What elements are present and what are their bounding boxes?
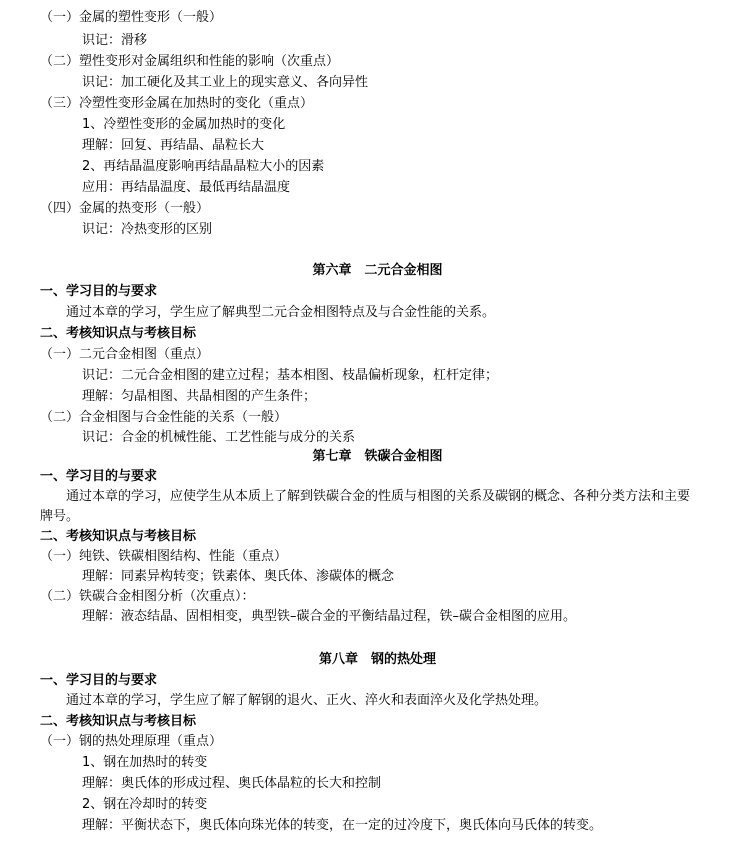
section-heading: 一、学习目的与要求 <box>40 284 158 299</box>
list-item: 1、冷塑性变形的金属加热时的变化 <box>82 117 286 132</box>
list-item: 理解：同素异构转变；铁素体、奥氏体、渗碳体的概念 <box>82 569 395 584</box>
section-heading: 一、学习目的与要求 <box>40 469 158 484</box>
list-item: 识记：合金的机械性能、工艺性能与成分的关系 <box>82 430 356 445</box>
list-item: 识记：滑移 <box>82 33 148 48</box>
list-item: 识记：二元合金相图的建立过程；基本相图、枝晶偏析现象，杠杆定律； <box>82 368 499 383</box>
paragraph: 通过本章的学习，应使学生从本质上了解到铁碳合金的性质与相图的关系及碳钢的概念、各种分类方法和主要 <box>66 489 691 504</box>
list-item: （二）合金相图与合金性能的关系（一般） <box>40 410 288 425</box>
list-item: 1、钢在加热时的转变 <box>82 755 208 770</box>
list-item: 理解：平衡状态下，奥氏体向珠光体的转变，在一定的过冷度下，奥氏体向马氏体的转变。 <box>82 818 603 833</box>
list-item: 识记：加工硬化及其工业上的现实意义、各向异性 <box>82 75 369 90</box>
section-heading: 二、考核知识点与考核目标 <box>40 714 197 729</box>
section-heading: 一、学习目的与要求 <box>40 673 158 688</box>
list-item: 理解：奥氏体的形成过程、奥氏体晶粒的长大和控制 <box>82 776 382 791</box>
paragraph: 通过本章的学习，学生应了解了解钢的退火、正火、淬火和表面淬火及化学热处理。 <box>66 693 548 708</box>
list-item: 识记：冷热变形的区别 <box>82 222 213 237</box>
chapter-title: 第八章 钢的热处理 <box>318 652 436 667</box>
paragraph: 通过本章的学习，学生应了解典型二元合金相图特点及与合金性能的关系。 <box>66 305 496 320</box>
list-item: （一）钢的热处理原理（重点） <box>40 734 223 749</box>
list-item: （四）金属的热变形（一般） <box>40 201 210 216</box>
list-item: （二）塑性变形对金属组织和性能的影响（次重点） <box>40 54 340 69</box>
list-item: （一）金属的塑性变形（一般） <box>40 10 223 25</box>
list-item: （一）二元合金相图（重点） <box>40 347 210 362</box>
list-item: 理解：回复、再结晶、晶粒长大 <box>82 138 265 153</box>
section-heading: 二、考核知识点与考核目标 <box>40 326 197 341</box>
list-item: 理解：液态结晶、固相相变，典型铁–碳合金的平衡结晶过程，铁–碳合金相图的应用。 <box>82 609 577 624</box>
list-item: 2、钢在冷却时的转变 <box>82 797 208 812</box>
paragraph: 牌号。 <box>40 509 80 524</box>
chapter-title: 第七章 铁碳合金相图 <box>312 449 443 464</box>
chapter-title: 第六章 二元合金相图 <box>312 263 443 278</box>
list-item: （二）铁碳合金相图分析（次重点）： <box>40 589 255 604</box>
list-item: （一）纯铁、铁碳相图结构、性能（重点） <box>40 549 288 564</box>
list-item: 2、再结晶温度影响再结晶晶粒大小的因素 <box>82 159 325 174</box>
list-item: 理解：匀晶相图、共晶相图的产生条件； <box>82 389 317 404</box>
list-item: （三）冷塑性变形金属在加热时的变化（重点） <box>40 96 314 111</box>
list-item: 应用：再结晶温度、最低再结晶温度 <box>82 180 291 195</box>
section-heading: 二、考核知识点与考核目标 <box>40 529 197 544</box>
